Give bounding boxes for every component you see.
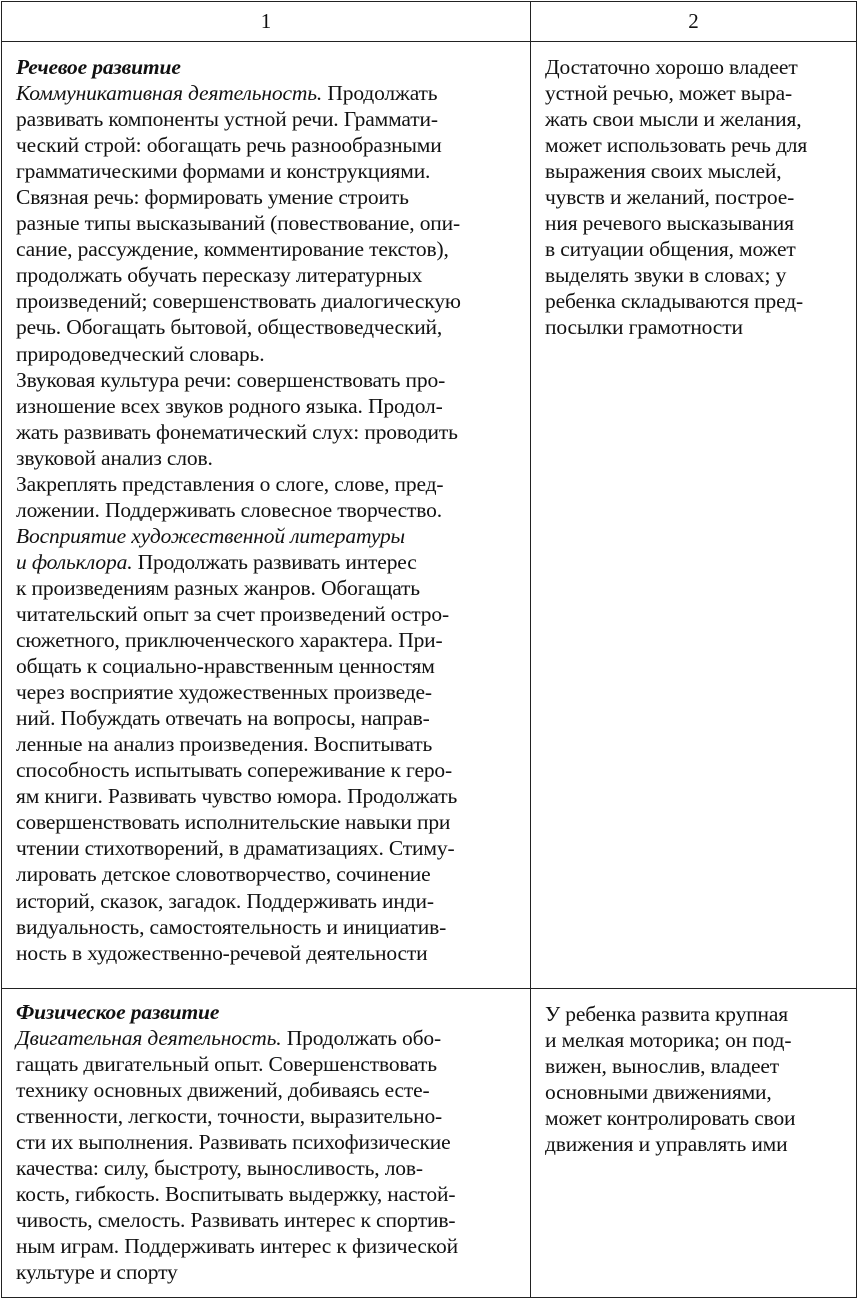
- text-line: [16, 1181, 524, 1207]
- text-line: [16, 888, 524, 914]
- line-text: развивать компоненты устной речи. Граммати-: [16, 107, 438, 132]
- text-line: [16, 1077, 524, 1103]
- line-text: Продолжать обо-: [281, 1026, 442, 1051]
- text-line: [16, 1207, 524, 1233]
- text-line: [16, 184, 524, 210]
- text-line: [16, 861, 524, 887]
- line-text: Закреплять представления о слоге, слове, пред-: [16, 471, 444, 496]
- text-line: чувств и желаний, построе-: [545, 185, 795, 210]
- text-line: [16, 835, 524, 861]
- physical-outcome-text: [545, 1001, 850, 1157]
- line-text: общать к социально-нравственным ценностям: [16, 654, 435, 679]
- text-line: [16, 1129, 524, 1155]
- text-line: может использовать речь для: [545, 133, 808, 158]
- text-line: [16, 497, 524, 523]
- line-text: Связная речь: формировать умение строить: [16, 185, 409, 210]
- line-text: к произведениям разных жанров. Обогащать: [16, 575, 420, 600]
- line-text: ленные на анализ произведения. Воспитывать: [16, 732, 433, 757]
- text-line: ния речевого высказывания: [545, 211, 794, 236]
- line-text: грамматическими формами и конструкциями.: [16, 159, 431, 184]
- text-line: [16, 106, 524, 132]
- text-line: [16, 80, 524, 106]
- text-line: основными движениями,: [545, 1080, 772, 1105]
- text-line: [16, 1103, 524, 1129]
- italic-term: и фольклора.: [16, 549, 133, 574]
- line-text: способность испытывать сопереживание к геро-: [16, 758, 453, 783]
- text-line: [16, 757, 524, 783]
- section-title: Физическое развитие: [16, 1000, 220, 1024]
- line-text: речь. Обогащать бытовой, обществоведческий,: [16, 315, 443, 340]
- text-line: [16, 314, 524, 340]
- text-line: [16, 731, 524, 757]
- line-text: разные типы высказываний (повествование, опи-: [16, 211, 461, 236]
- line-text: ным играм. Поддерживать интерес к физической: [16, 1234, 458, 1259]
- line-text: ческий строй: обогащать речь разнообразными: [16, 133, 442, 158]
- line-text: природоведческий словарь.: [16, 341, 265, 366]
- text-line: [16, 523, 524, 549]
- text-line: [16, 236, 524, 262]
- text-line: [16, 783, 524, 809]
- italic-term: Восприятие художественной литературы: [16, 523, 405, 548]
- text-line: [16, 341, 524, 367]
- line-text: изношение всех звуков родного языка. Продол-: [16, 393, 443, 418]
- line-text: читательский опыт за счет произведений остро-: [16, 601, 449, 626]
- text-line: [16, 1155, 524, 1181]
- speech-content-cell: [2, 42, 531, 989]
- text-line: [16, 1051, 524, 1077]
- line-text: ственности, легкости, точности, выразительно-: [16, 1104, 443, 1129]
- line-text: ний. Побуждать отвечать на вопросы, направ-: [16, 706, 430, 731]
- text-line: [16, 705, 524, 731]
- text-line: в ситуации общения, может: [545, 237, 796, 262]
- text-line: посылки грамотности: [545, 315, 743, 340]
- text-line: [16, 262, 524, 288]
- text-line: [16, 393, 524, 419]
- line-text: чивость, смелость. Развивать интерес к спортив-: [16, 1208, 456, 1233]
- text-line: [16, 940, 524, 966]
- speech-outcome-cell: [531, 42, 857, 989]
- development-table: [1, 1, 857, 1298]
- line-text: сание, рассуждение, комментирование текстов),: [16, 237, 449, 262]
- line-text: чтении стихотворений, в драматизациях. Стиму-: [16, 836, 455, 861]
- text-line: [16, 809, 524, 835]
- line-text: Звуковая культура речи: совершенствовать про-: [16, 367, 446, 392]
- text-line: [16, 132, 524, 158]
- line-text: лировать детское словотворчество, сочинение: [16, 862, 431, 887]
- italic-term: Коммуникативная деятельность.: [16, 81, 323, 106]
- speech-outcome-text: [545, 54, 850, 341]
- line-text: звуковой анализ слов.: [16, 445, 213, 470]
- physical-text: [16, 1025, 524, 1285]
- line-text: ям книги. Развивать чувство юмора. Продолжать: [16, 784, 458, 809]
- text-line: [16, 1259, 524, 1285]
- text-line: У ребенка развита крупная: [545, 1002, 789, 1026]
- line-text: историй, сказок, загадок. Поддерживать инди-: [16, 888, 434, 913]
- italic-term: Двигательная деятельность.: [16, 1026, 282, 1051]
- text-line: [16, 288, 524, 314]
- header-col-2: 2: [531, 2, 857, 42]
- text-line: [16, 158, 524, 184]
- text-line: [16, 679, 524, 705]
- table-row: [2, 42, 857, 989]
- line-text: через восприятие художественных произведе-: [16, 680, 432, 705]
- section-title: Речевое развитие: [16, 55, 181, 79]
- text-line: жать свои мысли и желания,: [545, 107, 802, 132]
- text-line: устной речью, может выра-: [545, 81, 793, 106]
- line-text: видуальность, самостоятельность и инициатив-: [16, 914, 447, 939]
- line-text: жать развивать фонематический слух: проводить: [16, 419, 458, 444]
- text-line: [16, 601, 524, 627]
- line-text: Продолжать развивать интерес: [132, 549, 417, 574]
- line-text: кость, гибкость. Воспитывать выдержку, настой-: [16, 1182, 456, 1207]
- text-line: может контролировать свои: [545, 1106, 796, 1131]
- text-line: [16, 419, 524, 445]
- line-text: сюжетного, приключенческого характера. При-: [16, 628, 443, 653]
- speech-text: [16, 80, 524, 966]
- line-text: ность в художественно-речевой деятельности: [16, 940, 428, 965]
- text-line: [16, 653, 524, 679]
- text-line: выражения своих мыслей,: [545, 159, 782, 184]
- text-line: [16, 549, 524, 575]
- text-line: Достаточно хорошо владеет: [545, 55, 798, 79]
- line-text: ложении. Поддерживать словесное творчество.: [16, 497, 442, 522]
- text-line: [16, 627, 524, 653]
- text-line: [16, 575, 524, 601]
- header-row: [2, 2, 857, 42]
- text-line: [16, 1025, 524, 1051]
- text-line: [16, 1233, 524, 1259]
- text-line: ребенка складываются пред-: [545, 289, 804, 314]
- physical-content-cell: [2, 989, 531, 1298]
- text-line: [16, 471, 524, 497]
- text-line: [16, 367, 524, 393]
- text-line: движения и управлять ими: [545, 1132, 788, 1157]
- line-text: совершенствовать исполнительские навыки при: [16, 810, 451, 835]
- line-text: Продолжать: [322, 81, 438, 106]
- line-text: продолжать обучать пересказу литературных: [16, 263, 423, 288]
- header-col-1: 1: [2, 2, 531, 42]
- text-line: [16, 210, 524, 236]
- line-text: сти их выполнения. Развивать психофизические: [16, 1130, 451, 1155]
- table-row: [2, 989, 857, 1298]
- physical-outcome-cell: [531, 989, 857, 1298]
- text-line: вижен, вынослив, владеет: [545, 1054, 780, 1079]
- line-text: произведений; совершенствовать диалогическую: [16, 289, 461, 314]
- text-line: выделять звуки в словах; у: [545, 263, 787, 288]
- text-line: [16, 445, 524, 471]
- line-text: технику основных движений, добиваясь есте-: [16, 1078, 430, 1103]
- line-text: культуре и спорту: [16, 1260, 178, 1285]
- text-line: и мелкая моторика; он под-: [545, 1028, 792, 1053]
- line-text: качества: силу, быстроту, выносливость, лов-: [16, 1156, 423, 1181]
- text-line: [16, 914, 524, 940]
- line-text: гащать двигательный опыт. Совершенствовать: [16, 1052, 437, 1077]
